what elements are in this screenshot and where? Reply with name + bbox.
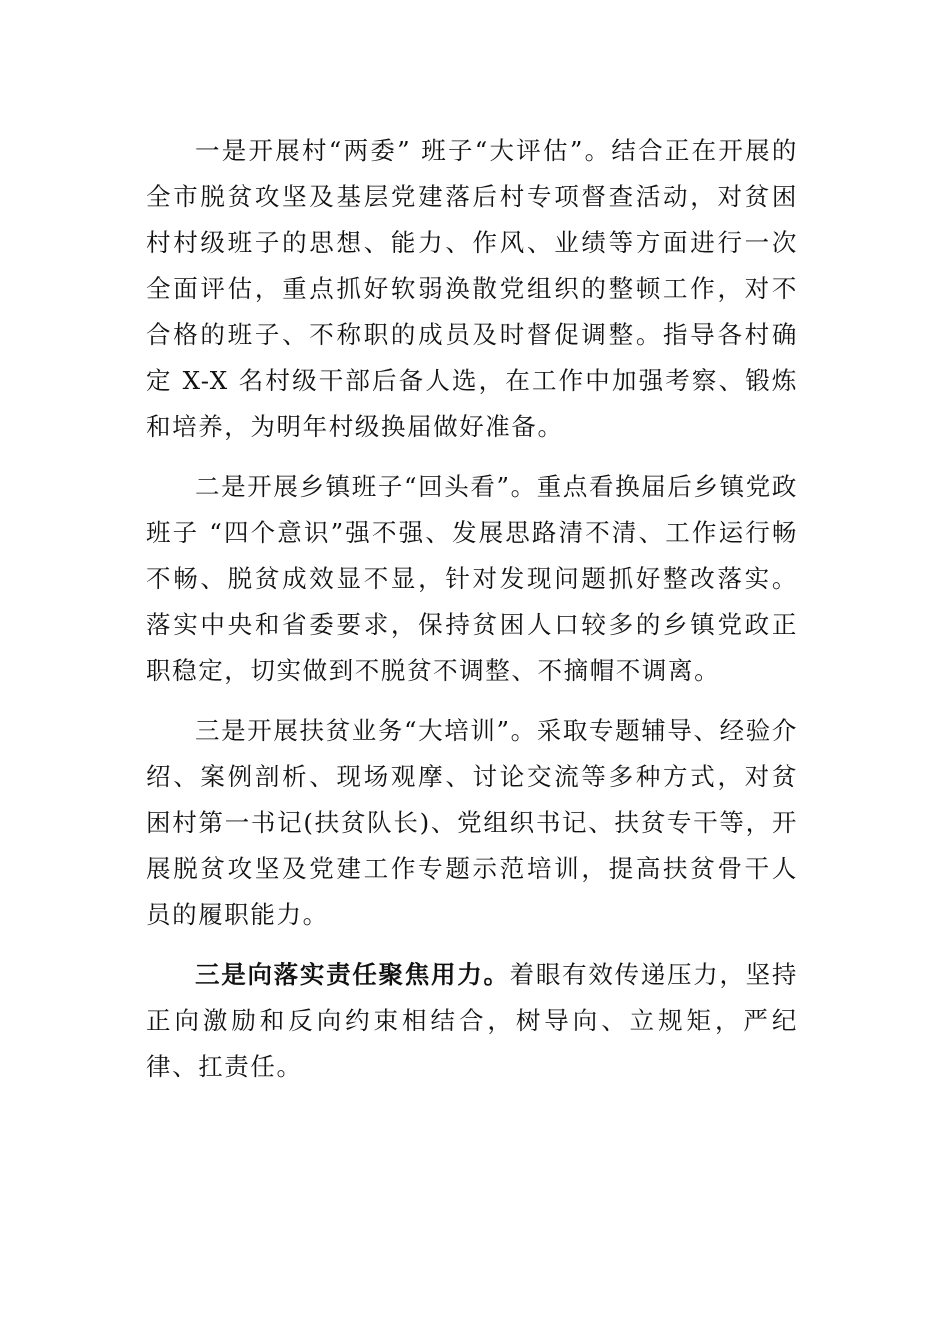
paragraph-text: 着眼有效传递压力，坚持正向激励和反向约束相结合，树导向、立规矩，严纪律、扛责任。 bbox=[146, 960, 798, 1081]
paragraph-poverty-training bbox=[146, 708, 798, 938]
paragraph-text: 一是开展村“两委” 班子“大评估”。结合正在开展的全市脱贫攻坚及基层党建落后村专项督查活动，对贫困村村级班子的思想、能力、作风、业绩等方面进行一次全面评估，重点抓好软弱涣散党组织的整顿工作，对不合格的班子、不称职的成员及时督促调整。指导各村确定 X-X 名村级干部后备人选，在工作中加强考察、锻炼和培养，为明年村级换届做好准备。 bbox=[146, 136, 798, 441]
paragraph-heading-bold: 三是向落实责任聚焦用力。 bbox=[195, 960, 510, 989]
paragraph-village-committee-assessment bbox=[146, 128, 798, 450]
paragraph-township-review bbox=[146, 464, 798, 694]
document-body bbox=[146, 128, 798, 1104]
paragraph-text: 三是开展扶贫业务“大培训”。采取专题辅导、经验介绍、案例剖析、现场观摩、讨论交流等多种方式，对贫困村第一书记(扶贫队长)、党组织书记、扶贫专干等，开展脱贫攻坚及党建工作专题示范培训，提高扶贫骨干人员的履职能力。 bbox=[146, 716, 798, 929]
paragraph-responsibility-focus bbox=[146, 952, 798, 1090]
paragraph-text: 二是开展乡镇班子“回头看”。重点看换届后乡镇党政班子 “四个意识”强不强、发展思路清不清、工作运行畅不畅、脱贫成效显不显，针对发现问题抓好整改落实。落实中央和省委要求，保持贫困人口较多的乡镇党政正职稳定，切实做到不脱贫不调整、不摘帽不调离。 bbox=[146, 472, 798, 685]
